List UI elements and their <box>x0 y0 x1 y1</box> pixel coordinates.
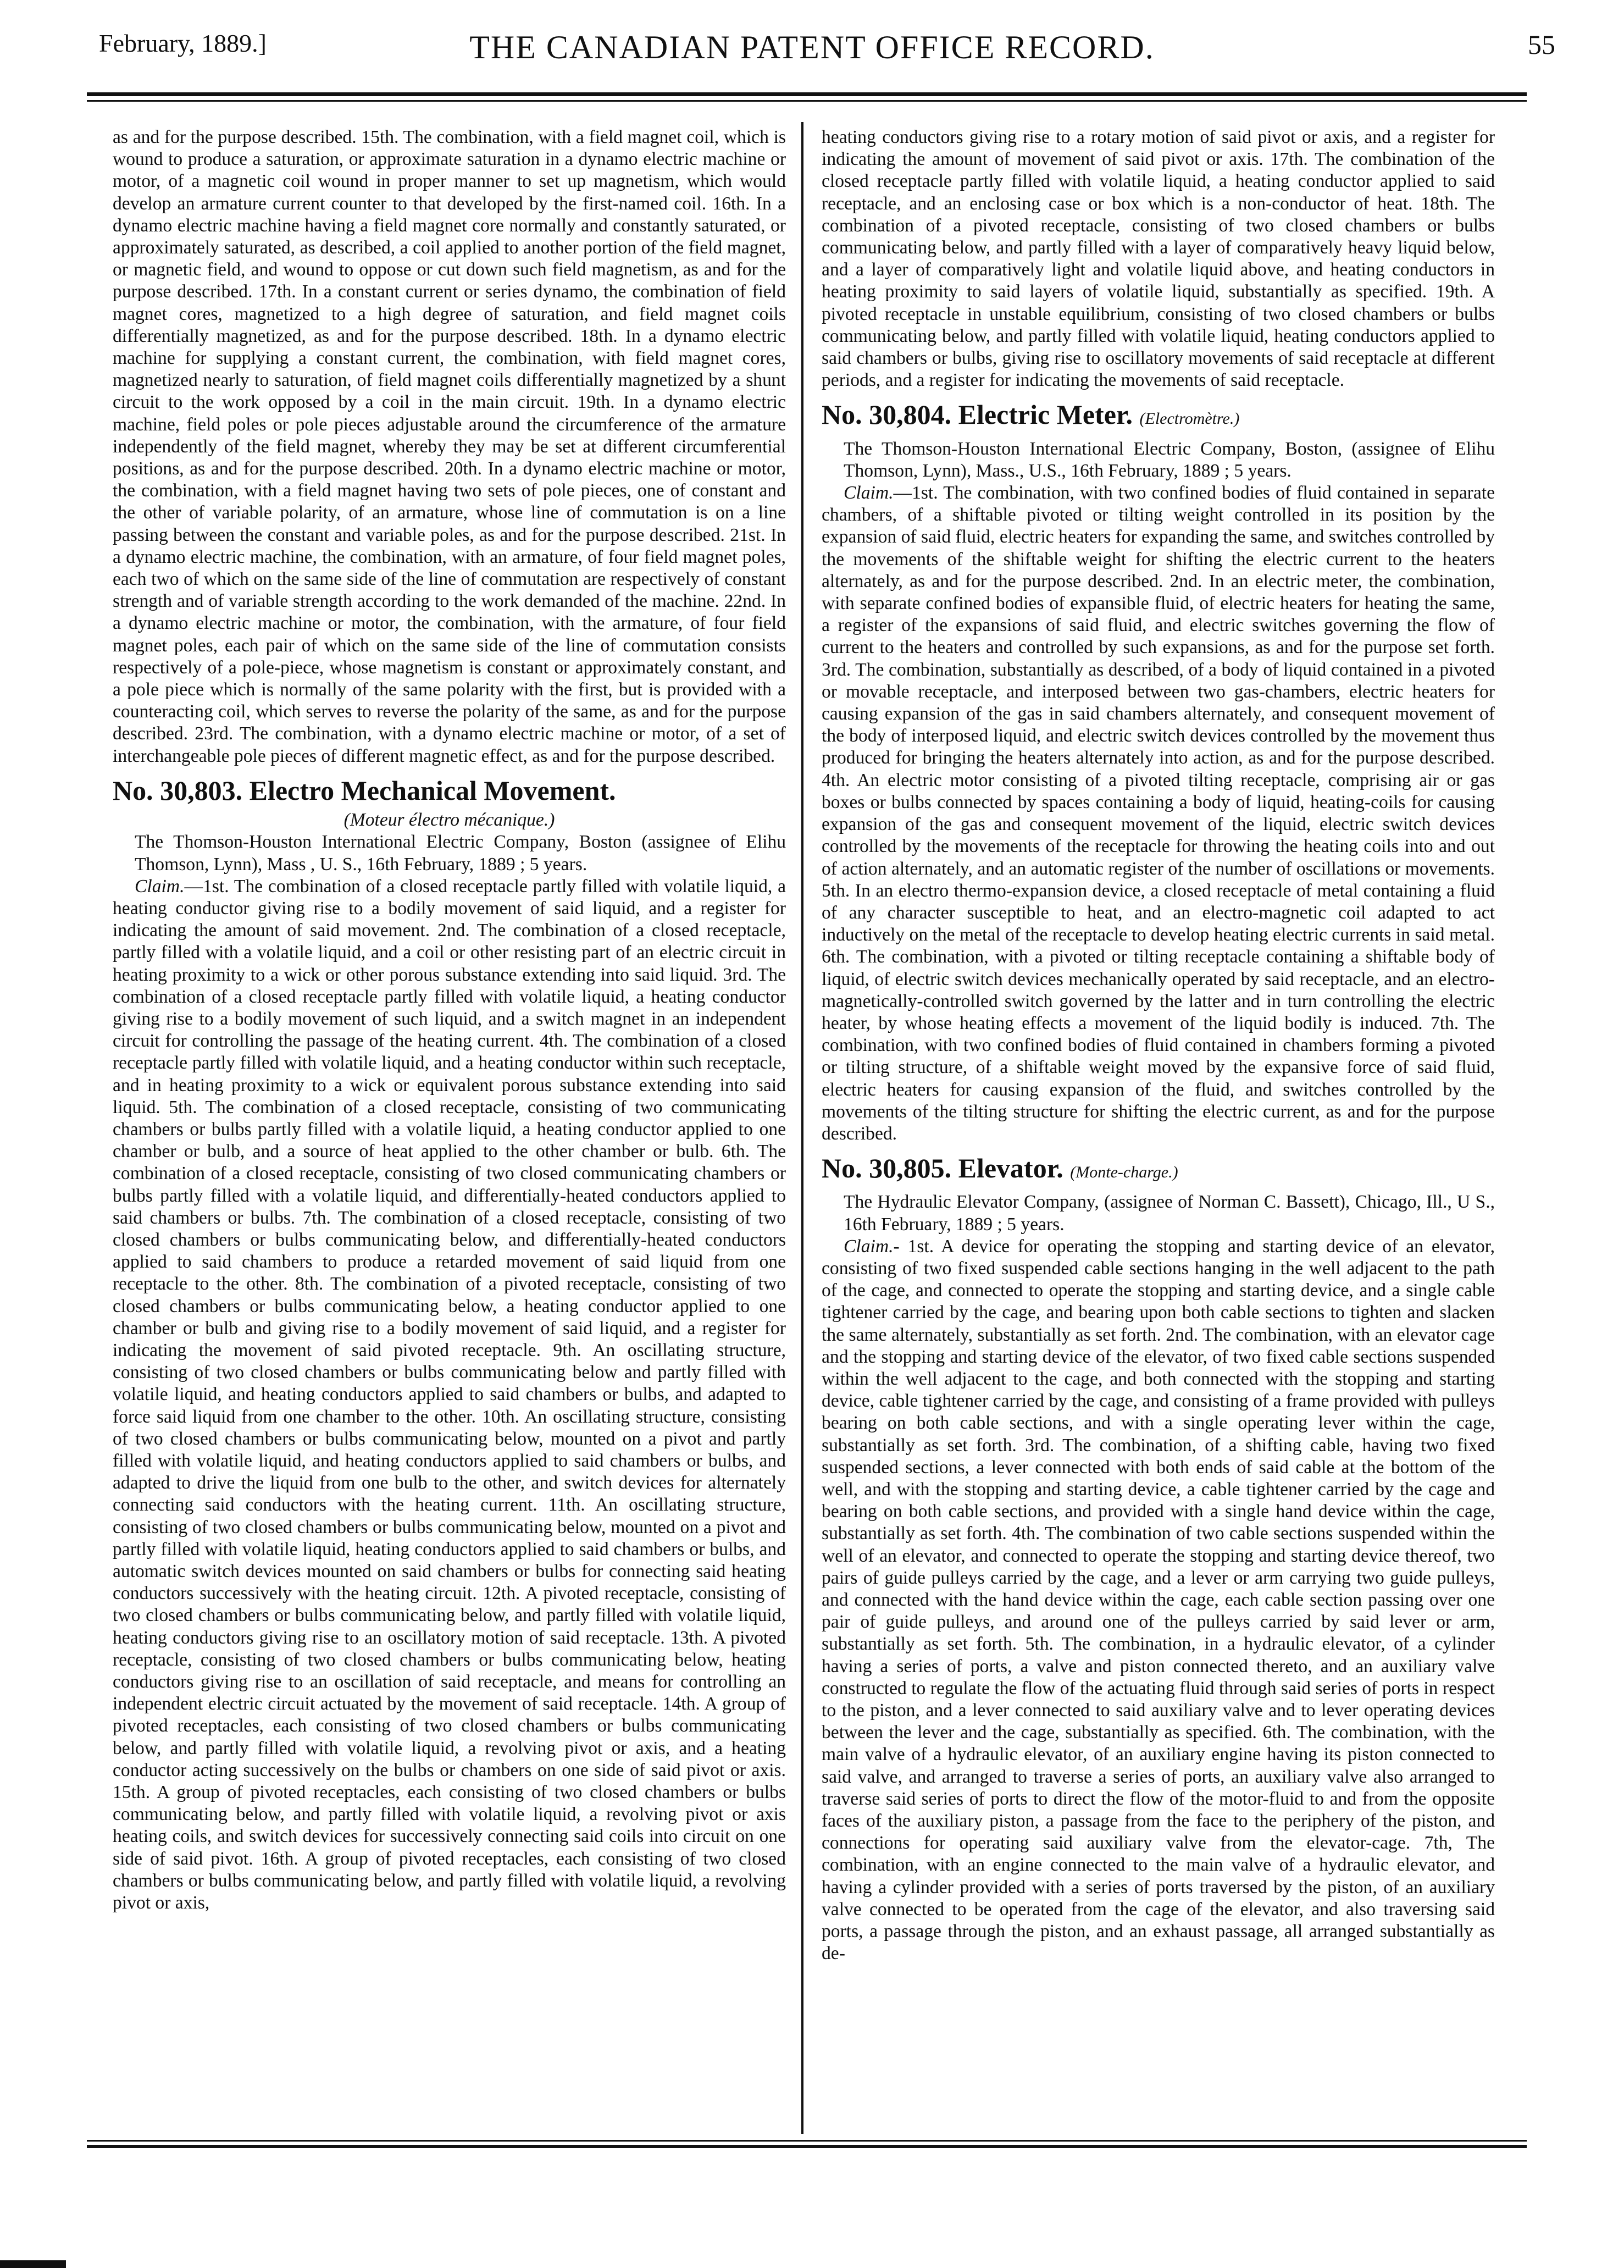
patent-heading-30803: No. 30,803. Electro Mechanical Movement. <box>113 775 616 806</box>
journal-title: THE CANADIAN PATENT OFFICE RECORD. <box>469 29 1155 65</box>
issue-date: February, 1889.] <box>99 29 267 57</box>
patent-claims-30803 <box>113 876 786 1915</box>
scan-edge-mark <box>0 2260 66 2268</box>
right-column <box>822 126 1495 1965</box>
header-rule-thick <box>87 92 1527 96</box>
patent-subtitle-30803: (Moteur électro mécanique.) <box>343 810 555 831</box>
patent-heading-30805 <box>822 1153 1495 1184</box>
patent-claims-30804 <box>822 482 1495 1145</box>
claim-text: —1st. The combination of a closed receptacle partly filled with volatile liquid, a heating conductor giving rise to a bodily movement of said liquid, and a register for indicating the amount of said movement. 2nd. The combination of a closed receptacle, partly filled with a volatile liquid, and a coil or other resisting part of an electric circuit in heating proximity to a wick or other porous substance extending into said liquid. 3rd. The combination of a closed receptacle partly filled with volatile liquid, a heating conductor giving rise to a bodily movement of such liquid, and a switch magnet in an independent circuit for controlling the passage of the heating current. 4th. The combination of a closed receptacle partly filled with volatile liquid, and a heating conductor within such receptacle, and in heating proximity to a wick or equivalent porous substance extending into said liquid. 5th. The combination of a closed receptacle, consisting of two communicating chambers or bulbs partly filled with a volatile liquid, a heating conductor applied to one chamber or bulb, and a source of heat applied to the other chamber or bulb. 6th. The combination of a closed receptacle, consisting of two closed communicating chambers or bulbs partly filled with a volatile liquid, and differentially-heated conductors applied to said chambers or bulbs. 7th. The combination of a closed receptacle, consisting of two closed chambers or bulbs communicating below, and differentially-heated conductors applied to said chambers to produce a retarded movement of said liquid from one receptacle to the other. 8th. The combination of a pivoted receptacle, consisting of two closed chambers or bulbs communicating below, a heating conductor applied to one chamber or bulb and giving rise to a bodily movement of said liquid, and a register for indicating the movement of said pivoted receptacle. 9th. An oscillating structure, consisting of two closed chambers or bulbs communicating below and partly filled with volatile liquid, and heating conductors applied to said chambers or bulbs, and adapted to force said liquid from one chamber to the other. 10th. An oscillating structure, consisting of two closed chambers or bulbs communicating below, mounted on a pivot and partly filled with volatile liquid, and heating conductors applied to said chambers or bulbs, and adapted to drive the liquid from one bulb to the other, and switch devices for alternately connecting said conductors with the heating current. 11th. An oscillating structure, consisting of two closed chambers or bulbs communicating below, mounted on a pivot and partly filled with volatile liquid, heating conductors applied to said chambers or bulbs, and automatic switch devices mounted on said chambers or bulbs for connecting said heating conductors successively with the heating circuit. 12th. A pivoted receptacle, consisting of two closed chambers or bulbs communicating below, and partly filled with volatile liquid, heating conductors giving rise to an oscillatory motion of said receptacle. 13th. A pivoted receptacle, consisting of two closed chambers or bulbs communicating below, heating conductors giving rise to an oscillation of said receptacle, and means for controlling an independent electric circuit actuated by the movement of said receptacle. 14th. A group of pivoted receptacles, each consisting of two closed chambers or bulbs communicating below, and partly filled with volatile liquid, a revolving pivot or axis, and a heating conductor acting successively on the bulbs or chambers on one side of said pivot or axis. 15th. A group of pivoted receptacles, each consisting of two closed chambers or bulbs communicating below, and partly filled with volatile liquid, a revolving pivot or axis heating coils, and switch devices for successively connecting said coils into circuit on one side of said pivot. 16th. A group of pivoted receptacles, each consisting of two closed chambers or bulbs communicating below, and partly filled with volatile liquid, a revolving pivot or axis, <box>113 876 786 1913</box>
claim-label: Claim. <box>844 1236 894 1257</box>
column-divider <box>801 122 803 2134</box>
patent-claims-30805 <box>822 1236 1495 1965</box>
claim-label: Claim. <box>844 483 894 504</box>
heading-french: (Electromètre.) <box>1139 410 1240 428</box>
heading-french: (Monte-charge.) <box>1070 1163 1178 1182</box>
patent-assignee-30805: The Hydraulic Elevator Company, (assignee of Norman C. Bassett), Chicago, Ill., U S., 16th February, 1889 ; 5 years. <box>844 1192 1495 1235</box>
claim-text: - 1st. A device for operating the stopping and starting device of an elevator, consisting of two fixed suspended cable sections hanging in the well adjacent to the path of the cage, and connected to operate the stopping and starting device, and a single cable tightener carried by the cage, and bearing upon both cable sections to tighten and slacken the same alternately, substantially as set forth. 2nd. The combination, with an elevator cage and the stopping and starting device of the elevator, of two fixed cable sections suspended within the well adjacent to the cage, and both connected with the stopping and starting device, cable tightener carried by the cage, and consisting of a frame provided with pulleys bearing on both cable sections, and with a single operating lever within the cage, substantially as set forth. 3rd. The combination, of a shifting cable, having two fixed suspended sections, a lever connected with both ends of said cable at the bottom of the well, and with the stopping and starting device, a cable tightener carried by the cage and bearing on both cable sections, and provided with a single hand device within the cage, substantially as set forth. 4th. The combination of two cable sections suspended within the well of an elevator, and connected to operate the stopping and starting device thereof, two pairs of guide pulleys carried by the cage, and a lever or arm carrying two guide pulleys, and connected with the hand device within the cage, each cable section passing over one pair of guide pulleys, and around one of the pulleys carried by said lever or arm, substantially as set forth. 5th. The combination, in a hydraulic elevator, of a cylinder having a series of ports, a valve and piston connected thereto, and an auxiliary valve constructed to regulate the flow of the actuating fluid through said series of ports in respect to the piston, and a lever connected to said auxiliary valve and to lever operating devices between the lever and the cage, substantially as specified. 6th. The combination, with the main valve of a hydraulic elevator, of an auxiliary engine having its piston connected to said valve, and arranged to traverse a series of ports, an auxiliary valve also arranged to traverse said series of ports to direct the flow of the motor-fluid to and from the opposite faces of the auxiliary piston, a passage from the face to the periphery of the piston, and connections for operating said auxiliary valve from the elevator-cage. 7th, The combination, with an engine connected to the main valve of a hydraulic elevator, and having a cylinder provided with a series of ports traversed by the piston, of an auxiliary valve connected to be operated from the cage of the elevator, and also traversing said ports, a passage through the piston, and an exhaust passage, all arranged substantially as de- <box>822 1236 1495 1964</box>
page-number: 55 <box>1528 29 1555 60</box>
left-column <box>113 126 786 1914</box>
header-rule-thin <box>87 100 1527 102</box>
claim-label: Claim. <box>135 876 185 897</box>
claim-text: —1st. The combination, with two confined bodies of fluid contained in separate chambers, of a shiftable pivoted or tilting weight controlled in its position by the expansion of said fluid, electric heaters for expanding the same, and switches controlled by the movements of the shiftable weight for shifting the electric current to the heaters alternately, as and for the purpose described. 2nd. In an electric meter, the combination, with separate confined bodies of expansible fluid, of electric heaters for heating the same, a register of the expansions of said fluid, and electric switches governing the flow of current to the heaters and controlled by such expansions, as and for the purpose set forth. 3rd. The combination, substantially as described, of a body of liquid contained in a pivoted or movable receptacle, and interposed between two gas-chambers, electric heaters for causing expansion of the gas in said chambers alternately, and consequent movement of the body of interposed liquid, and electric switch devices controlled by the movement thus produced for bringing the heaters alternately into action, as and for the purpose described. 4th. An electric motor consisting of a pivoted tilting receptacle, comprising air or gas boxes or bulbs connected by spaces containing a body of liquid, heating-coils for causing expansion of the gas and consequent movement of the liquid, electric switch devices controlled by the movements of the receptacle for throwing the heating coils into and out of action alternately, and an automatic register of the number of oscillations or movements. 5th. In an electro thermo-expansion device, a closed receptacle of metal containing a fluid of any character susceptible to heat, and an electro-magnetic coil adapted to act inductively on the metal of the receptacle to develop heating electric currents in said metal. 6th. The combination, with a pivoted or tilting receptacle containing a shiftable body of liquid, of electric switch devices mechanically operated by said receptacle, and an electro-magnetically-controlled switch governed by the latter and in turn controlling the electric heater, by whose heating effects a movement of the liquid bodily is induced. 7th. The combination, with two confined bodies of fluid contained in chambers forming a pivoted or tilting structure, of a shiftable weight moved by the expansive force of said fluid, electric heaters for causing expansion of the fluid, and switches controlled by the movements of the tilting structure for shifting the electric current, as and for the purpose described. <box>822 483 1495 1144</box>
patent-assignee-30803: The Thomson-Houston International Electric Company, Boston (assignee of Elihu Thomson, Lynn), Mass , U. S., 16th February, 1889 ; 5 years. <box>135 832 786 875</box>
heading-text: No. 30,805. Elevator. <box>822 1153 1063 1184</box>
patent-heading-30804 <box>822 399 1495 430</box>
continued-claims: as and for the purpose described. 15th. The combination, with a field magnet coil, which is wound to produce a saturation, or approximate saturation in a dynamo electric machine or motor, of a magnetic coil wound in proper manner to set up magnetism, which would develop an armature current counter to that developed by the first-named coil. 16th. In a dynamo electric machine having a field magnet core normally and constantly saturated, or approximately saturated, as described, a coil applied to another portion of the field magnet, or magnetic field, and wound to oppose or cut down such field magnetism, as and for the purpose described. 17th. In a constant current or series dynamo, the combination of field magnet cores, magnetized to a high degree of saturation, and field magnet coils differentially magnetized, as and for the purpose described. 18th. In a dynamo electric machine for supplying a constant current, the combination, with field magnet cores, magnetized nearly to saturation, of field magnet coils differentially magnetized by a shunt circuit to the work opposed by a coil in the main circuit. 19th. In a dynamo electric machine, field poles or pole pieces adjustable around the circumference of the armature independently of the field magnet, whereby they may be set at different circumferential positions, as and for the purpose described. 20th. In a dynamo electric machine or motor, the combination, with a field magnet having two sets of pole pieces, one of constant and the other of variable polarity, of an armature, whose line of commutation is on a line passing between the constant and variable poles, as and for the purpose described. 21st. In a dynamo electric machine, the combination, with an armature, of four field magnet poles, each two of which on the same side of the line of commutation are respectively of constant strength and of variable strength according to the work demanded of the machine. 22nd. In a dynamo electric machine or motor, the combination, with the armature, of four field magnet poles, each pair of which on the same side of the line of commutation consists respectively of a pole-piece, whose magnetism is constant or approximately constant, and a pole piece which is normally of the same polarity with the first, but is provided with a counteracting coil, which serves to reverse the polarity of the same, as and for the purpose described. 23rd. The combination, with a dynamo electric machine or motor, of a set of interchangeable pole pieces of different magnetic effect, as and for the purpose described. <box>113 127 786 766</box>
footer-rule-thin <box>87 2140 1527 2142</box>
patent-assignee-30804: The Thomson-Houston International Electric Company, Boston, (assignee of Elihu Thomson, Lynn), Mass., U.S., 16th February, 1889 ; 5 years. <box>844 438 1495 481</box>
footer-rule-thick <box>87 2145 1527 2148</box>
heading-text: No. 30,804. Electric Meter. <box>822 399 1133 430</box>
continued-claims: heating conductors giving rise to a rotary motion of said pivot or axis, and a register for indicating the amount of movement of said pivot or axis. 17th. The combination of the closed receptacle partly filled with volatile liquid, a heating conductor applied to said receptacle, and an enclosing case or box which is a non-conductor of heat. 18th. The combination of a pivoted receptacle, consisting of two closed chambers or bulbs communicating below, and partly filled with a layer of comparatively heavy liquid below, and a layer of comparatively light and volatile liquid above, and heating conductors in heating proximity to said layers of volatile liquid, substantially as specified. 19th. A pivoted receptacle in unstable equilibrium, consisting of two closed chambers or bulbs communicating below, and partly filled with volatile liquid, heating conductors applied to said chambers or bulbs, giving rise to oscillatory movements of said receptacle at different periods, and a register for indicating the movements of said receptacle. <box>822 127 1495 391</box>
